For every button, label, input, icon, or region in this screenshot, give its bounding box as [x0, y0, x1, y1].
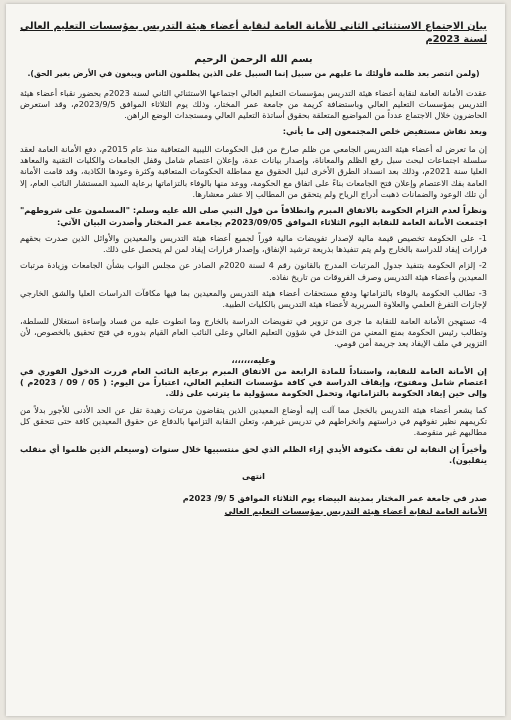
document-title: بيان الاجتماع الاستثنائي الثاني للأمانة العامة لنقابة أعضاء هيئة التدريس بمؤسسات التعليم العالي لسنة 2023م: [20, 21, 487, 45]
closing-paragraph: وأخيراً إن النقابة لن تقف مكتوفة الأيدي إزاء الظلم الذي لحق منتسبيها خلال سنوات (وسيعلم الذين ظلموا أي منقلب ينقلبون).: [20, 443, 487, 465]
teaching-assistants-paragraph: كما يشعر أعضاء هيئة التدريس بالخجل مما آلت إليه أوضاع المعيدين الذين يتقاضون مرتبات زهيدة تقل عن الحد الأدنى للأجور بدلاً من تكريمهم نظير تفوقهم في دراستهم وانخراطهم في تدريس غيرهم، وتعلن النقابة التزامها بالدفاع عن حقوق المعيدين كافة حتى تتحقق كل مطالبهم غير منقوصة.: [20, 404, 487, 438]
body-paragraph: إن ما تعرض له أعضاء هيئة التدريس الجامعي من ظلم صارخ من قبل الحكومات الليبية المتعاقبة منذ عام 2015م، دفع الأمانة العامة لعقد سلسلة اجتماعات لبحث سبل رفع الظلم والمعاناة، وإصدار بيانات عدة، وإعلان اعتصام شامل وقفل الجامعات والكليات التقنية والمعاهد العليا سنة 2021م، وذلك بعد انسداد الطرق الأخرى لنيل الحقوق مع مماطلة الحكومات المتعاقبة وكثرة وعودها الكاذبة، وقد قامت الأمانة العامة بفك الاعتصام وإعلان فتح الجامعات بناءً على اتفاق مع الحكومة، ووعد منها بالوفاء بالتزاماتها برعاية السيد المستشار النائب العام، إلا أن تلك الوعود والضمانات ذهبت أدراج الرياح ولم يتحقق من المطالب إلا عشر معشارها.: [20, 143, 487, 199]
demand-item-4: 4- تستهجن الأمانة العامة للنقابة ما جرى من تزوير في تفويضات الدراسة بالخارج وما انطوت عليه من فساد وإساءة استغلال للسلطة، وتطالب رئيس الحكومة بمنع المعني من التدخل في شؤون التعليم العالي وعلى النائب العام القيام بدوره في فتح تحقيق بالخصوص، لأن التزوير في ملف الإيفاد يعد جريمة أمن قومي.: [20, 315, 487, 349]
signature-org: الأمانة العامة لنقابة أعضاء هيئة التدريس بمؤسسات التعليم العالي: [224, 505, 487, 516]
discussion-heading: وبعد نقاش مستفيض خلص المجتمعون إلى ما يأتي:: [282, 126, 487, 137]
issued-line: صدر في جامعة عمر المختار بمدينة البيضاء يوم الثلاثاء الموافق 5 /9/ 2023م: [182, 492, 487, 503]
document-body: [6, 4, 505, 517]
demand-item-1: 1- على الحكومة تخصيص قيمة مالية لإصدار تفويضات مالية فوراً لجميع أعضاء هيئة التدريس والمعيدين والأوائل الذين صدرت بحقهم قرارات إيفاد للدراسة بالخارج ولم يتم تنفيذها بذريعة ترشيد الإنفاق، وإصدار قرارات إيفاد لمن لم يتحصل على ذلك.: [20, 232, 487, 255]
end-word: انتهى: [242, 471, 265, 482]
quran-verse: (ولمن انتصر بعد ظلمه فأولئك ما عليهم من سبيل إنما السبيل على الذين يظلمون الناس ويبغون في الأرض بغير الحق).: [27, 69, 480, 79]
document-page: [6, 4, 505, 716]
demand-item-3: 3- تطالب الحكومة بالوفاء بالتزاماتها ودفع مستحقات أعضاء هيئة التدريس والمعيدين بما فيها مكافآت الدراسات العليا والشق الخارجي لإجازات التفرغ العلمي والعلاوة السريرية لأعضاء هيئة التدريس بالكليات الطبية.: [20, 288, 487, 310]
demand-item-2: 2- إلزام الحكومة بتنفيذ جدول المرتبات المدرج بالقانون رقم 4 لسنة 2020م الصادر عن مجلس النواب بشأن الجامعات وزيادة مرتبات المعيدين وأعضاء هيئة التدريس وصرف الفروقات من تاريخ نفاذه.: [20, 260, 487, 282]
decision-paragraph: إن الأمانة العامة للنقابة، واستناداً للمادة الرابعة من الاتفاق المبرم برعاية النائب العام قررت الدخول الفوري في اعتصام شامل ومفتوح، وإيقاف الدراسة في كافة مؤسسات التعليم العالي، اعتباراً من اليوم: ( 05 / 09 / 2023م ) وإلى حين إيفاد الحكومة بالتزاماتها، وتحمل الحكومة مسؤولية ما يترتب على ذلك.: [20, 365, 487, 399]
therefore-line: وعليه،،،،،،،: [231, 354, 276, 365]
hadith-paragraph: ونظراً لعدم التزام الحكومة بالاتفاق المبرم وانطلاقاً من قول النبي صلى الله عليه وسلم: "المسلمون على شروطهم" اجتمعت الأمانة العامة للنقابة اليوم الثلاثاء الموافق 2023/09/05م بجامعة عمر المختار وأصدرت البيان الآتي:: [20, 205, 487, 227]
intro-paragraph: عقدت الأمانة العامة لنقابة أعضاء هيئة التدريس بمؤسسات التعليم العالي اجتماعها الاستثنائي الثاني لسنة 2023م بحضور نقباء أعضاء هيئة التدريس بمؤسسات التعليم العالي وباستضافة كريمة من جامعة عمر المختار، وذلك يوم الثلاثاء الموافق 2023/9/5م، وقد استعرض الحاضرون خلال الاجتماع عدداً من المواضيع المتعلقة بحقوق أساتذة التعليم العالي ومستجدات الوضع الراهن.: [20, 87, 487, 121]
basmala: بسم الله الرحمن الرحيم: [194, 54, 313, 65]
